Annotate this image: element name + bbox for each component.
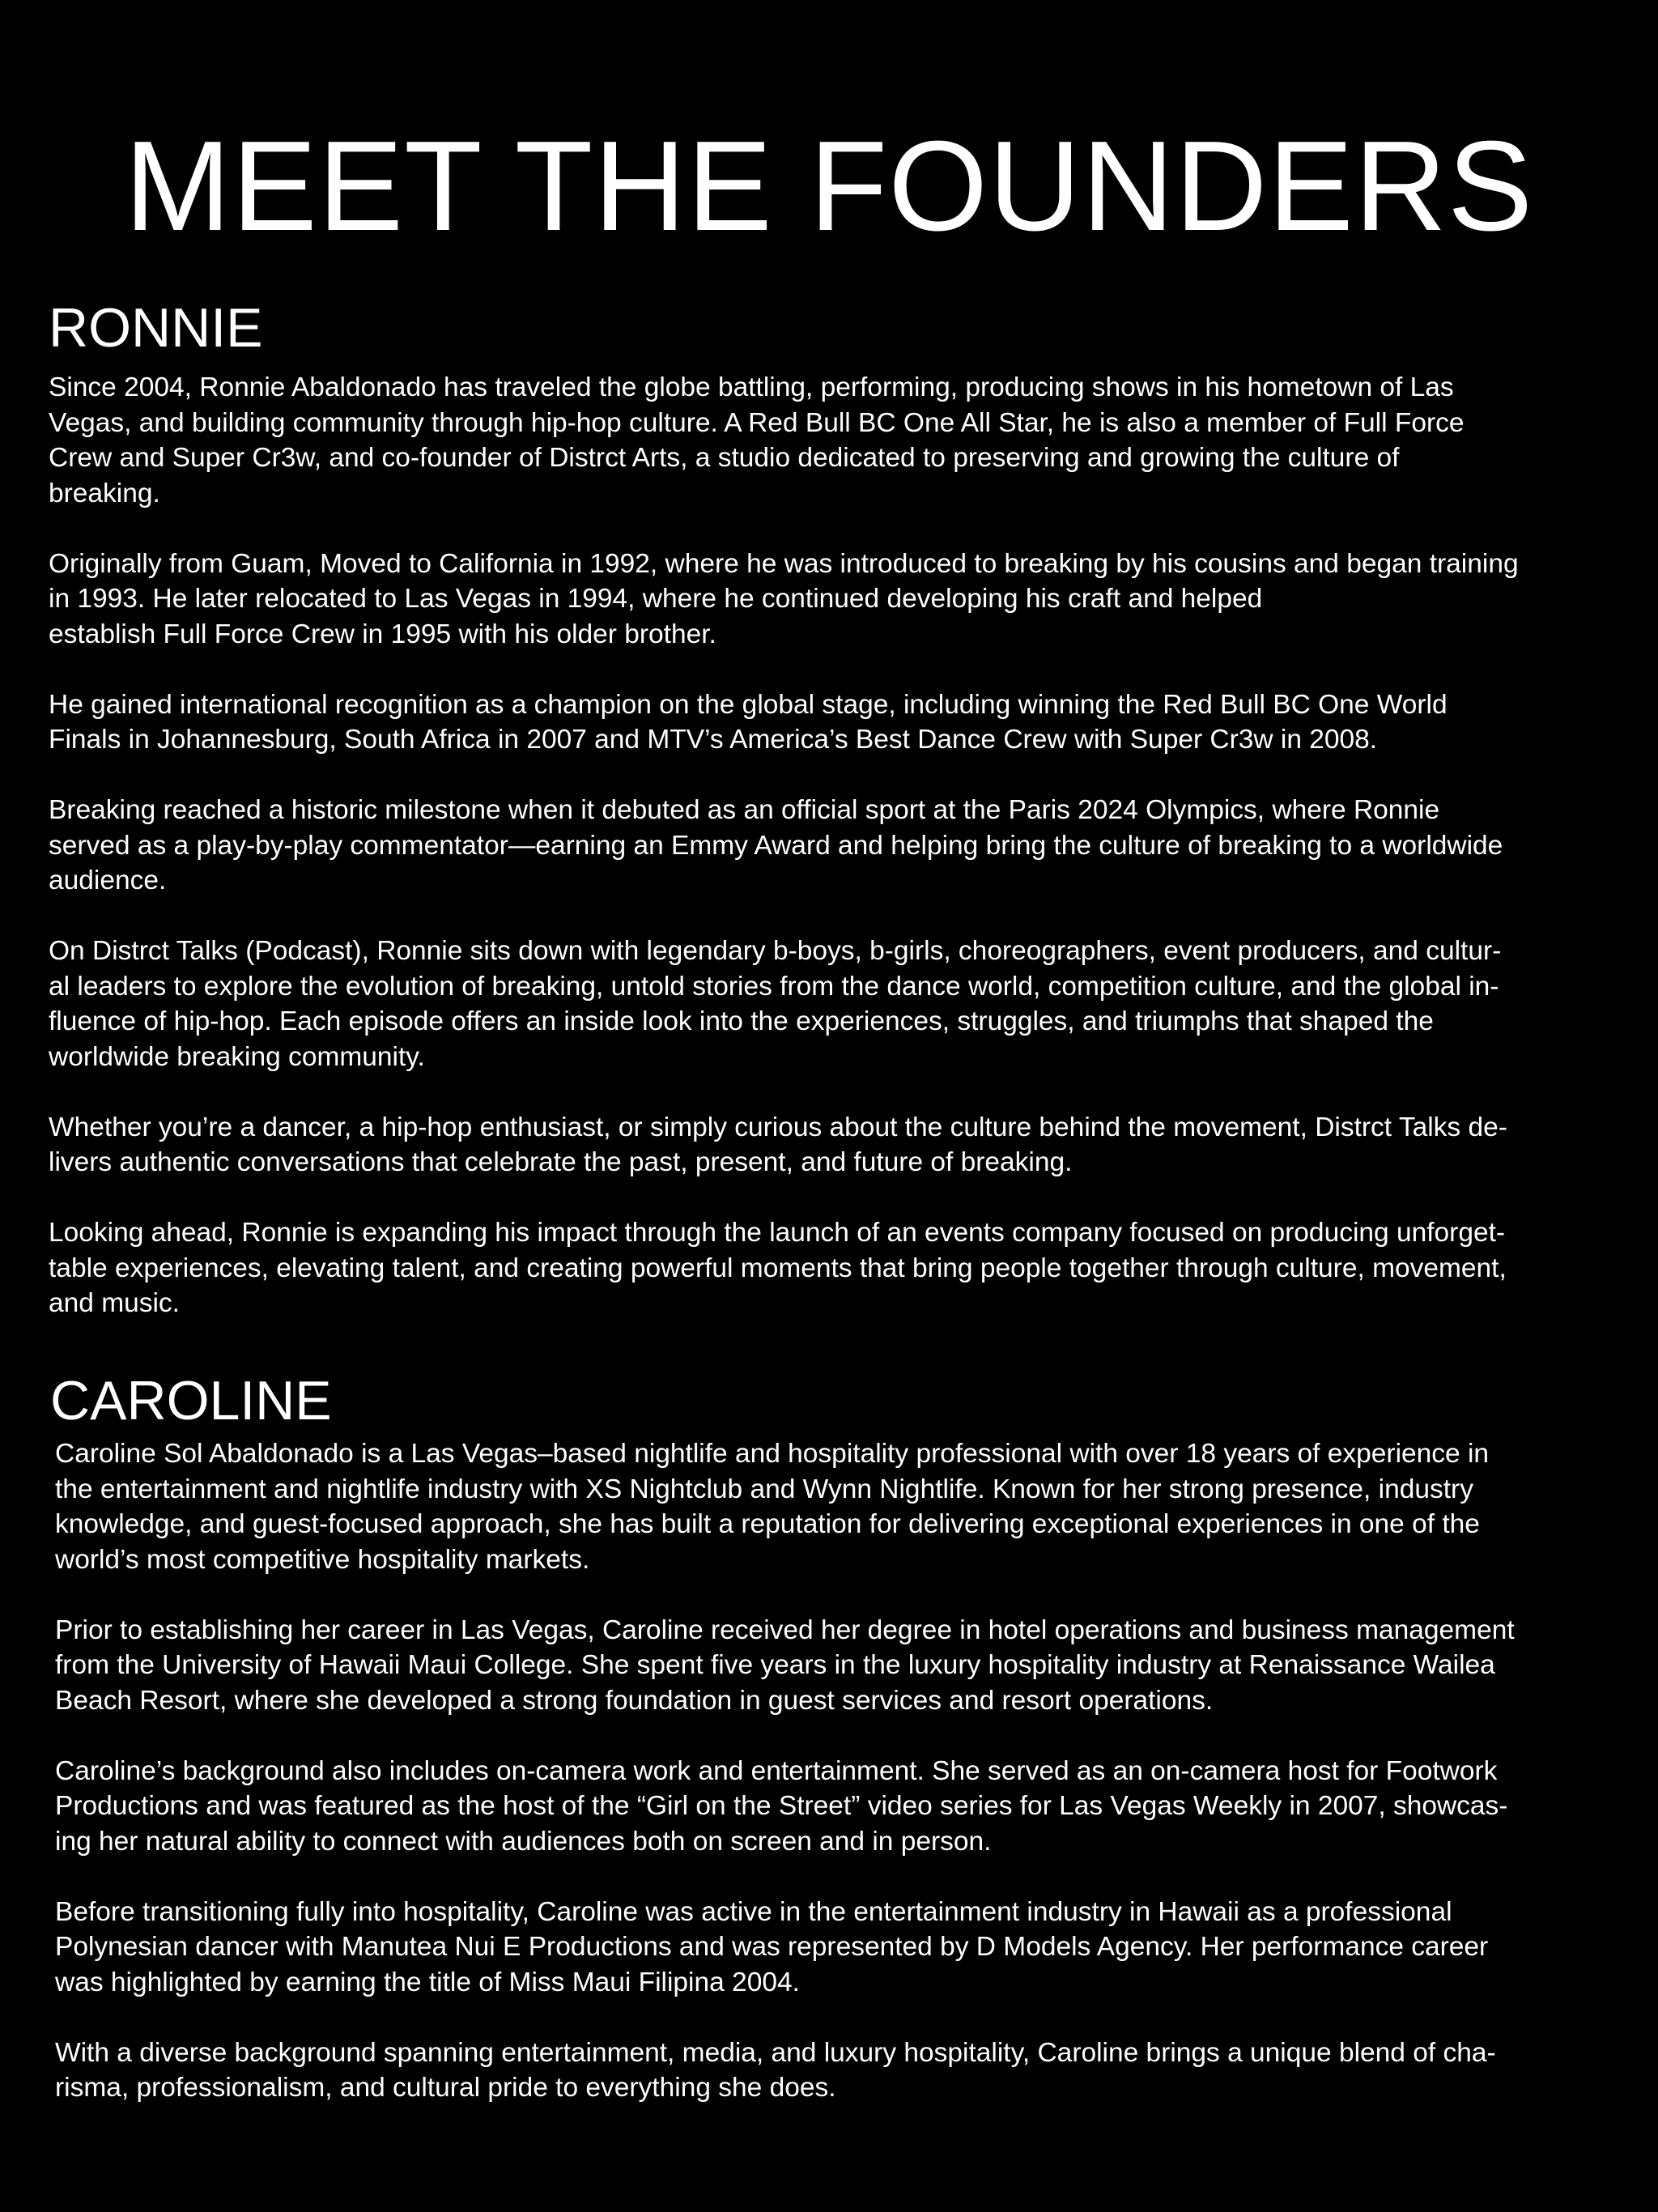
bio-paragraph: Caroline Sol Abaldonado is a Las Vegas–based nightlife and hospitality professional with over 18 years of experience in the entertainment and nightlife industry with XS Nightclub and Wynn Nightlife. Known for her strong presence, industry knowledge, and guest-focused approach, she has built a reputation for delivering exceptional experiences in one of the world’s most competitive hospitality markets.: [55, 1439, 1490, 1575]
bio-paragraph: Caroline’s background also includes on-camera work and entertainment. She served as an on-camera host for Footwork Productions and was featured as the host of the “Girl on the Street” video series for Las Vegas Weekly in 2007, showcas- ing her natural ability to connect with audiences both on screen and in person.: [55, 1755, 1508, 1857]
bio-paragraph: Originally from Guam, Moved to California in 1992, where he was introduced to breaking by his cousins and began training in 1993. He later relocated to Las Vegas in 1994, where he continued developing his craft and helped establish Full Force Crew in 1995 with his older brother.: [49, 548, 1519, 649]
bio-paragraph: With a diverse background spanning entertainment, media, and luxury hospitality, Caroline brings a unique blend of cha- risma, professionalism, and cultural pride to everything she does.: [55, 2037, 1496, 2103]
bio-paragraph: He gained international recognition as a champion on the global stage, including winning the Red Bull BC One World Finals in Johannesburg, South Africa in 2007 and MTV’s America’s Best Dance Crew with Super Cr3w in 2008.: [49, 689, 1448, 755]
bio-paragraph: Before transitioning fully into hospitality, Caroline was active in the entertainment industry in Hawaii as a professional Polynesian dancer with Manutea Nui E Productions and was represented by D Models Agency. Her performance career was highlighted by earning the title of Miss Maui Filipina 2004.: [55, 1896, 1489, 1997]
page-title: MEET THE FOUNDERS: [124, 115, 1534, 257]
bio-paragraph: Prior to establishing her career in Las Vegas, Caroline received her degree in hotel operations and business management from the University of Hawaii Maui College. She spent five years in the luxury hospitality industry at Renaissance Wailea Beach Resort, where she developed a strong foundation in guest services and resort operations.: [55, 1614, 1515, 1716]
founder-name-heading: CAROLINE: [50, 1370, 332, 1431]
founder-section-caroline: [50, 1368, 1613, 2106]
founder-section-ronnie: [49, 296, 1611, 1321]
bio-paragraph: Looking ahead, Ronnie is expanding his impact through the launch of an events company focused on producing unforget- table experiences, elevating talent, and creating powerful moments that bring people together through culture, movement, and music.: [49, 1218, 1507, 1318]
bio-paragraph: Since 2004, Ronnie Abaldonado has traveled the globe battling, performing, producing shows in his hometown of Las Vegas, and building community through hip-hop culture. A Red Bull BC One All Star, he is also a member of Full Force Crew and Super Cr3w, and co-founder of Distrct Arts, a studio dedicated to preserving and growing the culture of breaking.: [49, 372, 1465, 508]
bio-paragraph: Breaking reached a historic milestone when it debuted as an official sport at the Paris 2024 Olympics, where Ronnie served as a play-by-play commentator—earning an Emmy Award and helping bring the culture of breaking to a worldwide audience.: [49, 795, 1503, 895]
bio-paragraph: On Distrct Talks (Podcast), Ronnie sits down with legendary b-boys, b-girls, choreographers, event producers, and cultur- al leaders to explore the evolution of breaking, untold stories from the dance world, competition culture, and the global in- fluence of hip-hop. Each episode offers an inside look into the experiences, struggles, and triumphs that shaped the worldwide breaking community.: [49, 936, 1502, 1072]
bio-paragraph: Whether you’re a dancer, a hip-hop enthusiast, or simply curious about the culture behind the movement, Distrct Talks de- livers authentic conversations that celebrate the past, present, and future of breaking.: [49, 1112, 1507, 1177]
founder-name-heading: RONNIE: [49, 297, 263, 359]
